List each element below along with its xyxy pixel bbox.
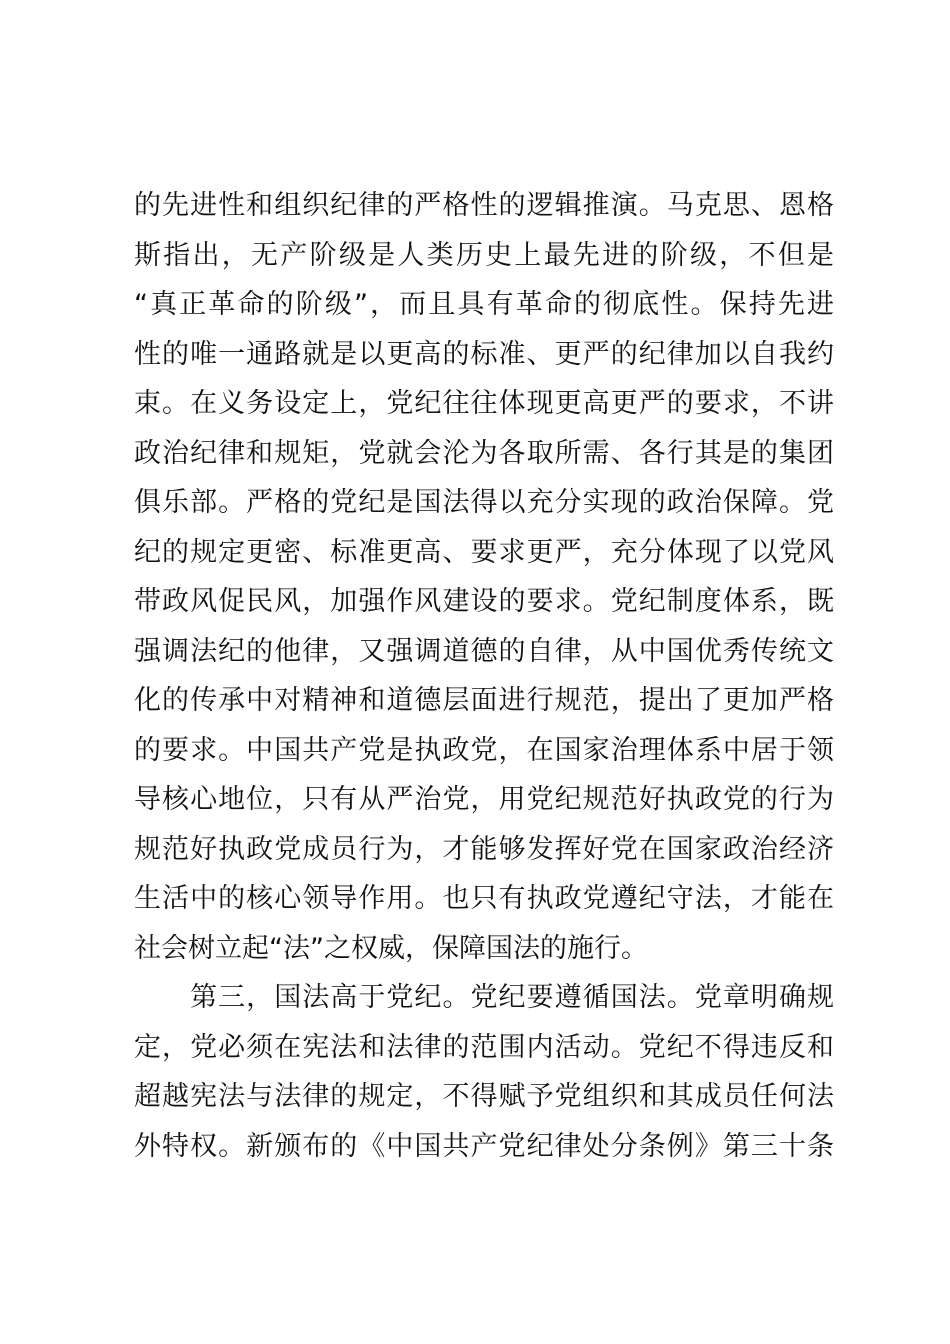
- text-line: 超越宪法与法律的规定，不得赋予党组织和其成员任何法: [134, 1081, 834, 1112]
- text-line: 外特权。新颁布的《中国共产党纪律处分条例》第三十条: [134, 1130, 834, 1162]
- text-line: 化的传承中对精神和道德层面进行规范，提出了更加严格: [134, 685, 834, 716]
- text-line: 斯指出，无产阶级是人类历史上最先进的阶级，不但是: [134, 239, 834, 271]
- text-line: 社会树立起“法”之权威，保障国法的施行。: [134, 932, 648, 964]
- paragraph-1: [134, 181, 834, 973]
- text-line: 纪的规定更密、标准更高、要求更严，充分体现了以党风: [134, 536, 834, 568]
- text-line: 的先进性和组织纪律的严格性的逻辑推演。马克思、恩格: [134, 190, 834, 221]
- text-line: 强调法纪的他律，又强调道德的自律，从中国优秀传统文: [134, 635, 834, 667]
- text-line: 导核心地位，只有从严治党，用党纪规范好执政党的行为: [134, 784, 834, 815]
- text-line: 束。在义务设定上，党纪往往体现更高更严的要求，不讲: [134, 388, 834, 419]
- text-line: 规范好执政党成员行为，才能够发挥好党在国家政治经济: [134, 833, 834, 865]
- text-line: 的要求。中国共产党是执政党，在国家治理体系中居于领: [134, 734, 834, 766]
- text-line: 定，党必须在宪法和法律的范围内活动。党纪不得违反和: [134, 1031, 834, 1063]
- text-line: 性的唯一通路就是以更高的标准、更严的纪律加以自我约: [134, 338, 834, 370]
- text-line: 第三，国法高于党纪。党纪要遵循国法。党章明确规: [134, 982, 834, 1013]
- body-text: [134, 181, 834, 1171]
- text-line: 生活中的核心领导作用。也只有执政党遵纪守法，才能在: [134, 883, 834, 914]
- paragraph-2: [134, 973, 834, 1171]
- text-line: “真正革命的阶级”，而且具有革命的彻底性。保持先进: [134, 289, 834, 320]
- text-line: 俱乐部。严格的党纪是国法得以充分实现的政治保障。党: [134, 487, 834, 518]
- text-line: 带政风促民风，加强作风建设的要求。党纪制度体系，既: [134, 586, 834, 617]
- text-line: 政治纪律和规矩，党就会沦为各取所需、各行其是的集团: [134, 437, 834, 469]
